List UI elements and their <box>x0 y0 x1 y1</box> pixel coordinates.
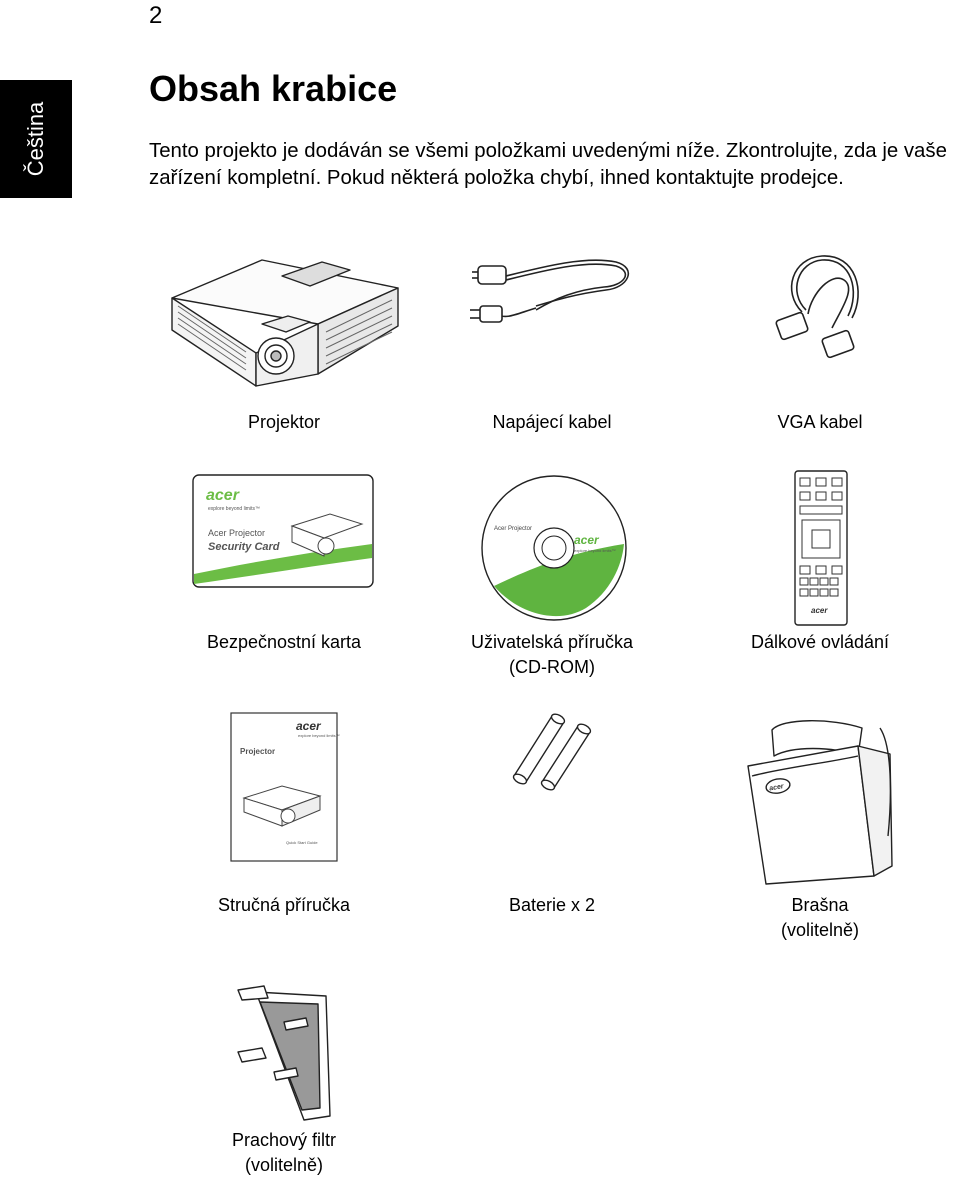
case-brand: acer <box>768 783 785 793</box>
vga-cable-icon <box>772 252 872 364</box>
caption-user-manual-cd: Uživatelská příručka (CD-ROM) <box>470 632 634 677</box>
caption-dust-filter: Prachový filtr (volitelně) <box>231 1130 337 1175</box>
guide-footer: Quick Start Guide <box>286 840 318 845</box>
projector-icon <box>170 258 402 390</box>
intro-paragraph: Tento projekto je dodáván se všemi položkami uvedenými níže. Zkontrolujte, zda je vaše zařízení kompletní. Pokud některá položka chybí, ihned kontaktujte prodejce. <box>149 140 947 189</box>
guide-title: Projector <box>240 747 276 756</box>
caption-security-card: Bezpečnostní karta <box>206 632 362 652</box>
card-brand: acer <box>206 487 239 504</box>
quick-guide-icon <box>230 712 338 862</box>
cd-rom-icon <box>480 474 628 622</box>
caption-carrying-case: Brašna (volitelně) <box>780 895 860 940</box>
batteries-icon <box>508 712 594 790</box>
cd-tagline: explore beyond limits™ <box>574 548 616 553</box>
caption-quick-guide: Stručná příručka <box>217 895 351 915</box>
remote-brand: acer <box>811 606 828 615</box>
card-title-1: Acer Projector <box>208 528 266 538</box>
caption-remote-control: Dálkové ovládání <box>750 632 890 652</box>
caption-projector: Projektor <box>247 412 321 432</box>
guide-tagline: explore beyond limits™ <box>298 733 340 738</box>
card-title-2: Security Card <box>208 541 280 553</box>
language-tab-label: Čeština <box>23 101 48 177</box>
page-number: 2 <box>149 2 163 29</box>
cd-brand: acer <box>574 533 599 547</box>
card-tagline: explore beyond limits™ <box>208 506 260 512</box>
power-cable-icon <box>466 254 638 334</box>
cd-label: Acer Projector <box>494 526 533 532</box>
caption-batteries: Baterie x 2 <box>508 895 596 915</box>
carrying-case-icon <box>742 716 894 888</box>
page-title: Obsah krabice <box>149 68 398 109</box>
caption-power-cable: Napájecí kabel <box>492 412 612 432</box>
remote-control-icon <box>794 470 848 626</box>
guide-brand: acer <box>296 719 321 733</box>
security-card-icon <box>192 474 374 588</box>
dust-filter-icon <box>234 982 332 1122</box>
language-tab <box>0 80 72 198</box>
caption-vga-cable: VGA kabel <box>777 412 863 432</box>
